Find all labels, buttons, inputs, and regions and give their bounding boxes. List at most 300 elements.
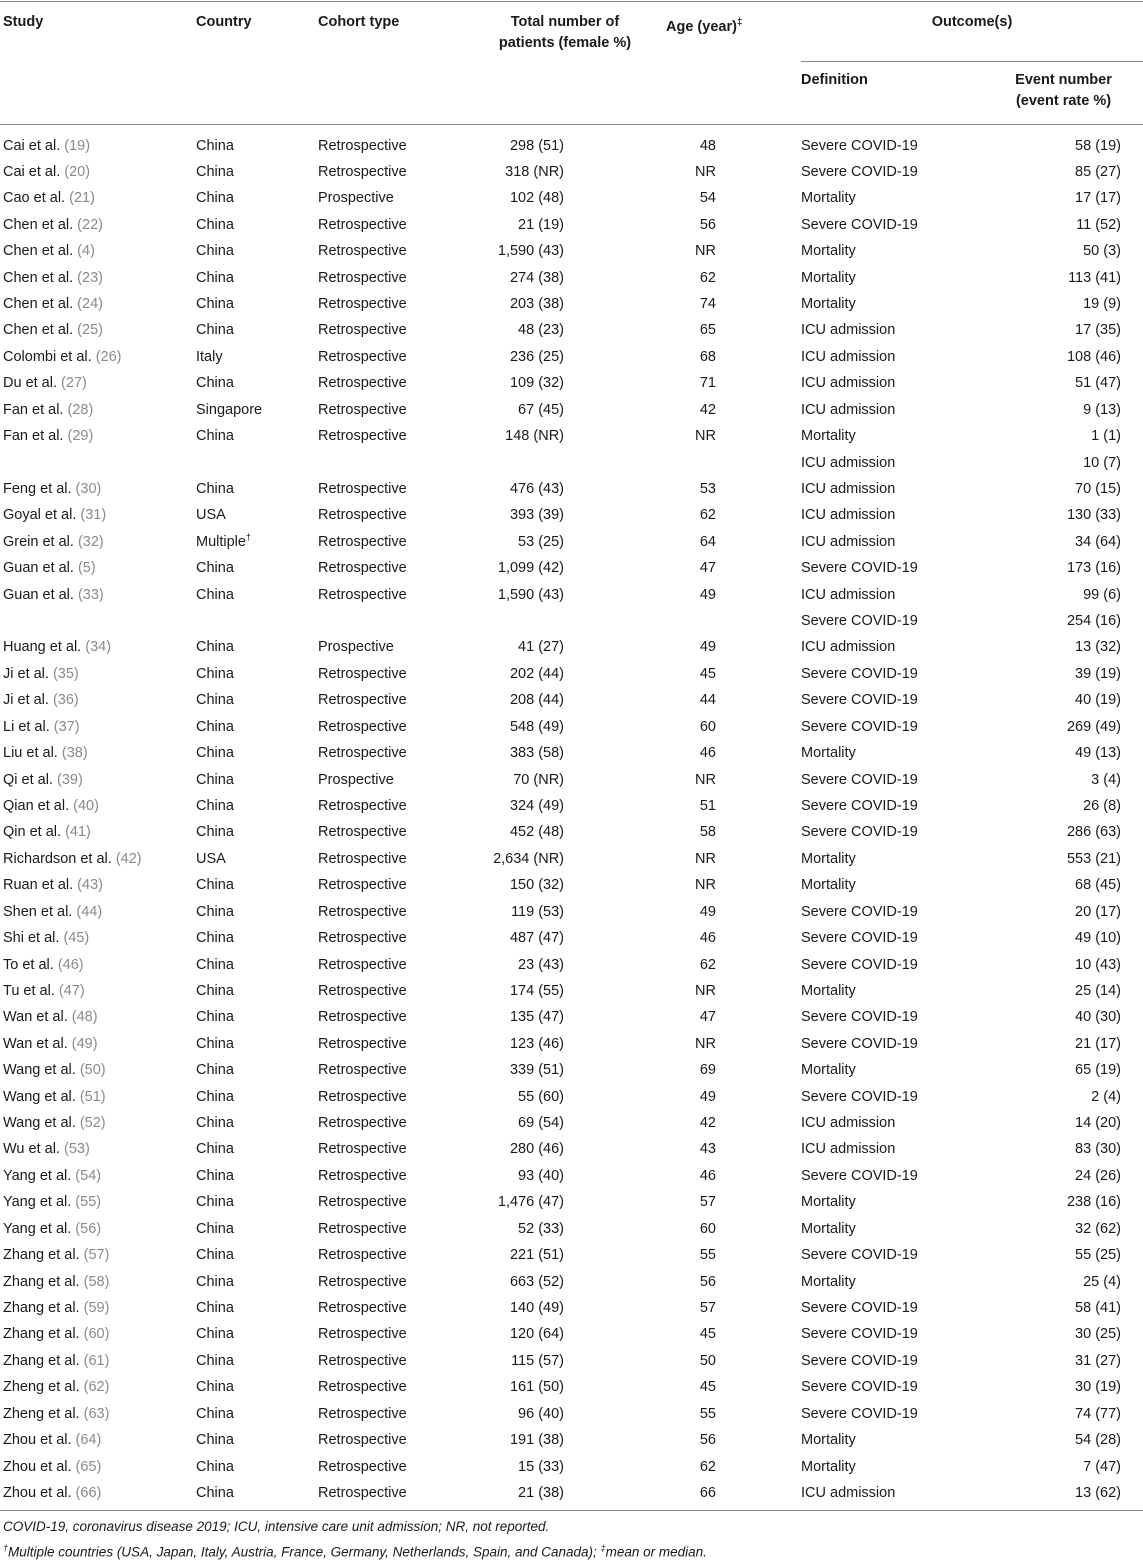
footnote-dagger: † (3, 1543, 9, 1553)
cell-study (3, 819, 91, 845)
cell-study (3, 925, 89, 951)
cell-total-patients: 148 (NR) (505, 428, 564, 445)
study-reference: (46) (57, 956, 84, 973)
cell-event-number: 21 (17) (1075, 1035, 1121, 1052)
study-reference: (21) (69, 190, 95, 207)
country-name: China (196, 375, 234, 392)
country-name: China (196, 639, 234, 656)
cell-event-number: 13 (62) (1075, 1484, 1121, 1501)
cell-age: 62 (699, 269, 716, 286)
study-name: Wan et al. (3, 1035, 68, 1052)
study-reference: (58) (83, 1273, 110, 1290)
header-total-patients (450, 12, 680, 54)
table-row (0, 265, 1143, 291)
study-reference: (34) (85, 639, 112, 656)
study-name: Zhang et al. (3, 1273, 80, 1290)
cell-total-patients: 174 (55) (509, 982, 564, 999)
cell-study (3, 1031, 98, 1057)
table-row (0, 608, 1143, 634)
country-name: China (196, 718, 234, 735)
cell-definition: ICU admission (801, 639, 896, 656)
cell-cohort-type: Retrospective (318, 1141, 407, 1158)
study-name: Richardson et al. (3, 850, 112, 867)
study-reference: (35) (52, 665, 79, 682)
cell-cohort-type: Retrospective (318, 243, 407, 260)
cell-definition: Severe COVID-19 (801, 1352, 918, 1369)
study-reference: (66) (75, 1484, 102, 1501)
cell-event-number: 32 (62) (1075, 1220, 1121, 1237)
table-row (0, 872, 1143, 898)
country-mark: † (245, 531, 251, 542)
cell-total-patients: 191 (38) (509, 1432, 564, 1449)
cell-age: NR (695, 243, 716, 260)
cell-cohort-type: Prospective (318, 190, 394, 207)
cell-study (3, 1348, 109, 1374)
cell-age: 42 (699, 401, 716, 418)
cell-event-number: 55 (25) (1075, 1247, 1121, 1264)
study-reference: (42) (115, 850, 142, 867)
outcomes-subrule (801, 61, 1143, 62)
table-row (0, 978, 1143, 1004)
cell-cohort-type: Retrospective (318, 1299, 407, 1316)
country-name: China (196, 1088, 234, 1105)
header-definition: Definition (801, 72, 868, 88)
study-reference: (55) (75, 1194, 102, 1211)
study-reference: (25) (77, 322, 103, 339)
cell-event-number: 26 (8) (1083, 798, 1121, 814)
cell-event-number: 14 (20) (1075, 1115, 1121, 1132)
cell-study (3, 872, 103, 898)
cell-event-number: 2 (4) (1091, 1088, 1121, 1105)
cell-country (196, 476, 234, 502)
cell-study (3, 1004, 98, 1030)
cell-age: 66 (699, 1484, 716, 1501)
cell-event-number: 99 (6) (1083, 586, 1121, 603)
table-row (0, 661, 1143, 687)
country-name: China (196, 1009, 234, 1026)
country-name: China (196, 877, 234, 894)
table-row (0, 1295, 1143, 1321)
table-row (0, 714, 1143, 740)
table-row (0, 1401, 1143, 1427)
cell-definition: ICU admission (801, 1115, 896, 1132)
cell-country (196, 1057, 234, 1083)
country-name: China (196, 322, 234, 339)
cell-country (196, 1163, 234, 1189)
cell-study (3, 714, 80, 740)
cell-definition: Mortality (801, 269, 856, 286)
study-name: Ji et al. (3, 692, 49, 709)
cell-event-number: 11 (52) (1076, 216, 1121, 233)
study-reference: (59) (83, 1299, 110, 1316)
cell-cohort-type: Retrospective (318, 982, 407, 999)
cell-cohort-type: Retrospective (318, 798, 407, 814)
cell-event-number: 39 (19) (1075, 665, 1121, 682)
country-name: China (196, 1273, 234, 1290)
cell-age: 62 (699, 956, 716, 973)
cell-definition: Severe COVID-19 (801, 718, 918, 735)
cell-country (196, 344, 223, 370)
cell-total-patients: 67 (45) (518, 401, 564, 418)
cell-cohort-type: Retrospective (318, 269, 407, 286)
table-row (0, 1004, 1143, 1030)
cell-event-number: 10 (7) (1083, 454, 1121, 471)
cell-total-patients: 383 (58) (509, 745, 564, 762)
cell-age: 60 (699, 718, 716, 735)
country-name: China (196, 296, 234, 313)
cell-definition: ICU admission (801, 348, 896, 365)
cell-definition: Mortality (801, 850, 856, 867)
country-name: China (196, 1141, 234, 1158)
table-row (0, 767, 1143, 793)
cell-total-patients: 96 (40) (518, 1405, 564, 1422)
cell-cohort-type: Retrospective (318, 930, 407, 947)
cell-total-patients: 221 (51) (509, 1247, 564, 1264)
table-row (0, 370, 1143, 396)
study-reference: (26) (95, 348, 122, 365)
country-name: China (196, 824, 234, 841)
cell-cohort-type: Retrospective (318, 1326, 407, 1343)
country-name: China (196, 1299, 234, 1316)
cell-event-number: 10 (43) (1075, 956, 1121, 973)
cell-study (3, 740, 88, 766)
cell-age: 46 (699, 930, 716, 947)
cell-study (3, 1136, 90, 1162)
table-row (0, 476, 1143, 502)
cell-definition: Severe COVID-19 (801, 771, 918, 788)
table-row (0, 1454, 1143, 1480)
cell-total-patients: 452 (48) (509, 824, 564, 841)
table-row (0, 133, 1143, 159)
cell-event-number: 85 (27) (1075, 163, 1121, 180)
cell-age: 47 (699, 1009, 716, 1026)
table-row (0, 1057, 1143, 1083)
cell-total-patients: 48 (23) (518, 322, 564, 339)
cell-event-number: 30 (25) (1075, 1326, 1121, 1343)
country-name: Italy (196, 348, 223, 365)
header-outcomes: Outcome(s) (931, 14, 1013, 30)
cell-definition: Severe COVID-19 (801, 956, 918, 973)
header-age-mark: ‡ (736, 17, 743, 28)
cell-event-number: 49 (10) (1075, 930, 1121, 947)
cell-age: 45 (699, 1326, 716, 1343)
table-row (0, 1269, 1143, 1295)
table-row (0, 952, 1143, 978)
cell-cohort-type: Retrospective (318, 1405, 407, 1422)
cell-cohort-type: Retrospective (318, 1247, 407, 1264)
study-reference: (4) (77, 243, 95, 260)
study-name: Tu et al. (3, 982, 55, 999)
cell-definition: Severe COVID-19 (801, 1326, 918, 1343)
table-row (0, 793, 1143, 819)
cell-country (196, 502, 226, 528)
cell-event-number: 24 (26) (1075, 1167, 1121, 1184)
cell-total-patients: 208 (44) (509, 692, 564, 709)
study-reference: (20) (64, 163, 91, 180)
footnote-mean-text: mean or median. (605, 1544, 707, 1560)
cell-country (196, 1216, 234, 1242)
cell-event-number: 286 (63) (1066, 824, 1121, 841)
table-row (0, 1374, 1143, 1400)
study-reference: (50) (79, 1062, 106, 1079)
cell-study (3, 529, 104, 555)
header-cohort-type: Cohort type (318, 14, 400, 30)
cell-country (196, 238, 234, 264)
cell-cohort-type: Retrospective (318, 877, 407, 894)
cell-study (3, 1295, 109, 1321)
cell-definition: Severe COVID-19 (801, 1035, 918, 1052)
cell-age: 48 (699, 137, 716, 154)
cell-country (196, 1374, 234, 1400)
cell-country (196, 925, 234, 951)
country-name: China (196, 163, 234, 180)
cell-event-number: 74 (77) (1075, 1405, 1121, 1422)
cell-total-patients: 140 (49) (509, 1299, 564, 1316)
cell-age: 46 (699, 745, 716, 762)
country-name: China (196, 137, 234, 154)
cell-definition: Severe COVID-19 (801, 163, 918, 180)
cell-definition: Severe COVID-19 (801, 798, 918, 814)
study-reference: (29) (67, 428, 94, 445)
cell-cohort-type: Retrospective (318, 956, 407, 973)
table-row (0, 819, 1143, 845)
cell-country (196, 370, 234, 396)
cell-country (196, 133, 234, 159)
cell-total-patients: 548 (49) (509, 718, 564, 735)
cell-definition: Severe COVID-19 (801, 665, 918, 682)
country-name: China (196, 1352, 234, 1369)
cell-country (196, 1321, 234, 1347)
table-row (0, 502, 1143, 528)
cell-cohort-type: Retrospective (318, 137, 407, 154)
table-row (0, 212, 1143, 238)
study-name: Zhang et al. (3, 1299, 80, 1316)
cell-definition: Severe COVID-19 (801, 560, 918, 577)
cell-cohort-type: Retrospective (318, 1167, 407, 1184)
cell-country (196, 265, 234, 291)
cell-event-number: 269 (49) (1066, 718, 1121, 735)
study-reference: (23) (77, 269, 103, 286)
cell-cohort-type: Retrospective (318, 1194, 407, 1211)
study-reference: (43) (77, 877, 103, 894)
cell-country (196, 872, 234, 898)
table-row (0, 1321, 1143, 1347)
footnote-ddagger: ‡ (600, 1543, 606, 1553)
country-name: China (196, 1432, 234, 1449)
cell-country (196, 687, 234, 713)
cell-total-patients: 70 (NR) (513, 771, 564, 788)
table-row (0, 925, 1143, 951)
cell-study (3, 397, 93, 423)
header-age-label: Age (year) (666, 18, 737, 35)
cell-age: NR (695, 877, 716, 894)
cell-total-patients: 109 (32) (509, 375, 564, 392)
cell-age: 45 (699, 665, 716, 682)
cell-total-patients: 23 (43) (518, 956, 564, 973)
study-reference: (62) (83, 1379, 110, 1396)
cell-total-patients: 274 (38) (509, 269, 564, 286)
cell-country (196, 952, 234, 978)
cell-country (196, 1242, 234, 1268)
cell-definition: Severe COVID-19 (801, 1379, 918, 1396)
table-row (0, 1110, 1143, 1136)
cell-cohort-type: Retrospective (318, 692, 407, 709)
cell-country (196, 793, 234, 819)
study-reference: (19) (64, 137, 91, 154)
cell-definition: ICU admission (801, 1484, 896, 1501)
cell-study (3, 582, 104, 608)
cell-event-number: 58 (19) (1075, 137, 1121, 154)
study-name: Cai et al. (3, 137, 61, 154)
table-row (0, 317, 1143, 343)
cell-total-patients: 161 (50) (509, 1379, 564, 1396)
study-reference: (47) (58, 982, 85, 999)
cell-total-patients: 15 (33) (518, 1458, 564, 1475)
study-name: Shen et al. (3, 903, 73, 920)
country-name: China (196, 1484, 234, 1501)
table-row (0, 1216, 1143, 1242)
cell-definition: Mortality (801, 190, 856, 207)
study-reference: (52) (79, 1115, 106, 1132)
cell-country (196, 714, 234, 740)
cell-study (3, 344, 121, 370)
country-name: China (196, 1405, 234, 1422)
cell-cohort-type: Prospective (318, 771, 394, 788)
cell-definition: Severe COVID-19 (801, 1405, 918, 1422)
table-row (0, 1084, 1143, 1110)
cell-country (196, 397, 262, 423)
cell-event-number: 34 (64) (1075, 533, 1121, 550)
cell-age: 57 (699, 1194, 716, 1211)
study-reference: (37) (53, 718, 80, 735)
country-name: China (196, 930, 234, 947)
cell-cohort-type: Retrospective (318, 1062, 407, 1079)
cell-definition: Mortality (801, 1273, 856, 1290)
footnote-multiple-countries (3, 1538, 707, 1563)
cell-cohort-type: Retrospective (318, 903, 407, 920)
study-name: Qin et al. (3, 824, 62, 841)
cell-study (3, 317, 103, 343)
study-name: Zhou et al. (3, 1484, 72, 1501)
cell-cohort-type: Retrospective (318, 1379, 407, 1396)
cell-definition: ICU admission (801, 533, 896, 550)
cell-total-patients: 1,590 (43) (497, 243, 564, 260)
cell-country (196, 846, 226, 872)
header-event-number-line2: (event rate %) (1015, 93, 1112, 109)
study-reference: (57) (83, 1247, 110, 1264)
cell-definition: Severe COVID-19 (801, 903, 918, 920)
study-name: Chen et al. (3, 216, 74, 233)
study-name: Wang et al. (3, 1062, 76, 1079)
table-row (0, 185, 1143, 211)
cell-study (3, 291, 103, 317)
country-name: China (196, 1167, 234, 1184)
cell-event-number: 83 (30) (1075, 1141, 1121, 1158)
study-reference: (63) (83, 1405, 110, 1422)
cell-total-patients: 55 (60) (518, 1088, 564, 1105)
cell-age: 64 (699, 533, 716, 550)
header-country: Country (196, 14, 252, 30)
cell-age: 45 (699, 1379, 716, 1396)
study-name: Zheng et al. (3, 1405, 80, 1422)
country-name: China (196, 982, 234, 999)
cell-definition: Severe COVID-19 (801, 1009, 918, 1026)
country-name: China (196, 480, 234, 497)
cell-cohort-type: Retrospective (318, 375, 407, 392)
cell-definition: Severe COVID-19 (801, 824, 918, 841)
cell-total-patients: 280 (46) (509, 1141, 564, 1158)
cell-age: NR (695, 771, 716, 788)
cell-cohort-type: Retrospective (318, 216, 407, 233)
cell-age: 56 (699, 1432, 716, 1449)
header-event-number-line1: Event number (1015, 72, 1112, 88)
study-name: Wan et al. (3, 1009, 68, 1026)
cell-age: 46 (699, 1167, 716, 1184)
cell-cohort-type: Retrospective (318, 1352, 407, 1369)
cell-definition: Mortality (801, 243, 856, 260)
table-row (0, 740, 1143, 766)
cell-definition: ICU admission (801, 1141, 896, 1158)
country-name: China (196, 771, 234, 788)
table-row (0, 582, 1143, 608)
table-row (0, 1031, 1143, 1057)
cell-age: 53 (699, 480, 716, 497)
cell-event-number: 130 (33) (1066, 507, 1121, 524)
study-reference: (27) (61, 375, 87, 392)
cell-age: 68 (699, 348, 716, 365)
header-total-patients-line2: patients (female %) (498, 35, 632, 51)
cell-definition: Mortality (801, 745, 856, 762)
cell-definition: ICU admission (801, 322, 896, 339)
country-name: China (196, 903, 234, 920)
cell-total-patients: 93 (40) (518, 1167, 564, 1184)
cell-study (3, 370, 87, 396)
study-name: Zhou et al. (3, 1458, 72, 1475)
study-reference: (51) (79, 1088, 106, 1105)
table-row (0, 1136, 1143, 1162)
country-name: Singapore (196, 401, 263, 418)
cell-total-patients: 487 (47) (509, 930, 564, 947)
cell-definition: Mortality (801, 1220, 856, 1237)
cell-cohort-type: Retrospective (318, 824, 407, 841)
cell-country (196, 1401, 234, 1427)
table-row (0, 1480, 1143, 1506)
cell-cohort-type: Retrospective (318, 1220, 407, 1237)
country-name: China (196, 798, 234, 814)
study-reference: (65) (75, 1458, 102, 1475)
cell-definition: Mortality (801, 428, 856, 445)
cell-age: 56 (699, 216, 716, 233)
cell-study (3, 502, 106, 528)
study-name: Zhang et al. (3, 1247, 80, 1264)
table-row (0, 423, 1143, 449)
cell-country (196, 317, 234, 343)
cell-age: NR (695, 850, 716, 867)
table-row (0, 1348, 1143, 1374)
study-reference: (30) (75, 480, 102, 497)
cell-study (3, 767, 83, 793)
table-row (0, 634, 1143, 660)
study-name: Goyal et al. (3, 507, 77, 524)
cell-definition: Mortality (801, 877, 856, 894)
cell-cohort-type: Retrospective (318, 428, 407, 445)
cell-event-number: 54 (28) (1075, 1432, 1121, 1449)
cell-definition: Mortality (801, 1194, 856, 1211)
cell-definition: ICU admission (801, 375, 896, 392)
cell-total-patients: 324 (49) (509, 798, 564, 814)
cell-event-number: 31 (27) (1075, 1352, 1121, 1369)
cell-event-number: 238 (16) (1066, 1194, 1121, 1211)
